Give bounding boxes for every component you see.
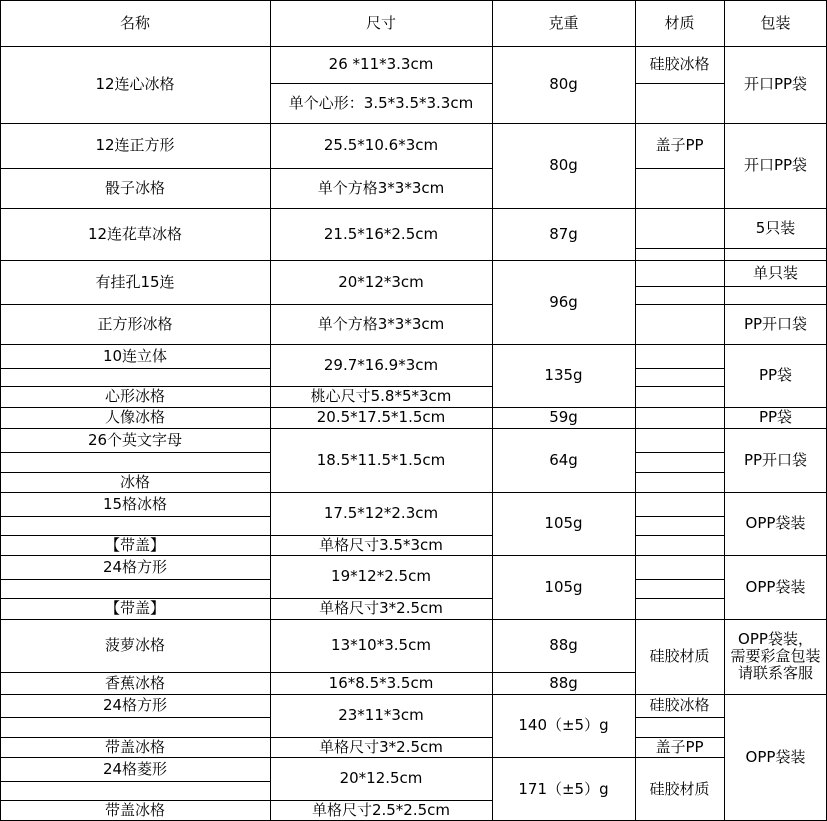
grid15-size-overall: 17.5*12*2.3cm bbox=[323, 504, 439, 522]
flower-weight: 87g bbox=[549, 224, 578, 243]
grid-line-h bbox=[635, 598, 725, 599]
portrait-weight: 59g bbox=[549, 408, 578, 426]
last-packaging: OPP袋装 bbox=[745, 748, 806, 766]
flower-size: 21.5*16*2.5cm bbox=[323, 224, 439, 243]
grid24a-size-unit: 单格尺寸3*2.5cm bbox=[319, 599, 443, 617]
grid24a-name-top: 24格方形 bbox=[102, 557, 168, 576]
header-name: 名称 bbox=[119, 13, 150, 32]
pineapple-size: 13*10*3.5cm bbox=[331, 636, 431, 654]
cube10-name-bottom: 心形冰格 bbox=[104, 387, 165, 405]
cube10-size-unit: 桃心尺寸5.8*5*3cm bbox=[310, 387, 452, 405]
hook15-packaging-top: 单只装 bbox=[752, 263, 798, 282]
hook15-weight: 96g bbox=[549, 292, 578, 311]
grid-line-h bbox=[635, 83, 725, 84]
grid-line-h bbox=[635, 472, 725, 473]
grid24b-size-overall: 23*11*3cm bbox=[338, 706, 424, 724]
letters-name-bottom: 冰格 bbox=[119, 472, 150, 491]
diamond24-name-bottom: 带盖冰格 bbox=[104, 801, 165, 819]
grid15-weight: 105g bbox=[544, 514, 583, 532]
grid24b-material-bottom: 盖子PP bbox=[655, 737, 704, 756]
grid-line-h bbox=[635, 286, 725, 287]
grid24a-packaging: OPP袋装 bbox=[745, 577, 806, 596]
square12-name-top: 12连正方形 bbox=[95, 136, 175, 154]
grid15-packaging: OPP袋装 bbox=[745, 514, 806, 532]
banana-weight: 88g bbox=[549, 673, 578, 692]
square12-size-overall: 25.5*10.6*3cm bbox=[323, 136, 439, 154]
hook15-name-top: 有挂孔15连 bbox=[95, 272, 175, 291]
grid-line-h bbox=[635, 168, 725, 169]
diamond24-material: 硅胶材质 bbox=[649, 779, 710, 798]
cube10-weight: 135g bbox=[544, 366, 583, 384]
grid15-name-bottom: 【带盖】 bbox=[104, 535, 165, 554]
grid-line-h bbox=[635, 535, 725, 536]
letters-size: 18.5*11.5*1.5cm bbox=[316, 450, 446, 469]
cube10-size-overall: 29.7*16.9*3cm bbox=[323, 355, 439, 374]
portrait-name: 人像冰格 bbox=[104, 408, 165, 426]
grid-line-h bbox=[635, 452, 725, 453]
grid24b-material-top: 硅胶冰格 bbox=[649, 696, 710, 714]
fruit-packaging bbox=[724, 619, 827, 694]
heart-packaging: 开口PP袋 bbox=[743, 75, 808, 93]
fruit-packaging-line2: 需要彩盒包装 bbox=[730, 647, 821, 665]
fruit-packaging-line3: 请联系客服 bbox=[737, 664, 813, 682]
grid15-name-top: 15格冰格 bbox=[102, 494, 168, 513]
grid-line-h bbox=[635, 386, 725, 387]
grid-line-h bbox=[635, 304, 725, 305]
hook15-size-unit: 单个方格3*3*3cm bbox=[317, 314, 445, 333]
heart-size-unit: 单个心形：3.5*3.5*3.3cm bbox=[288, 93, 474, 112]
square12-material: 盖子PP bbox=[655, 136, 704, 154]
cube10-packaging: PP袋 bbox=[758, 366, 793, 384]
cube10-name-top: 10连立体 bbox=[102, 346, 168, 365]
grid-line-h bbox=[0, 516, 271, 517]
banana-size: 16*8.5*3.5cm bbox=[328, 673, 434, 692]
header-packaging: 包装 bbox=[760, 13, 791, 32]
grid24b-size-unit: 单格尺寸3*2.5cm bbox=[319, 737, 443, 756]
diamond24-name-top: 24格菱形 bbox=[102, 759, 168, 778]
square12-weight: 80g bbox=[549, 156, 578, 174]
grid-line-h bbox=[635, 368, 725, 369]
grid24a-weight: 105g bbox=[544, 577, 583, 596]
portrait-size: 20.5*17.5*1.5cm bbox=[316, 408, 446, 426]
grid24a-size-overall: 19*12*2.5cm bbox=[331, 567, 431, 585]
hook15-size-overall: 20*12*3cm bbox=[338, 272, 424, 291]
grid-line-h bbox=[724, 248, 827, 249]
grid24b-weight: 140（±5）g bbox=[518, 716, 609, 734]
heart-weight: 80g bbox=[549, 75, 578, 93]
grid-line-h bbox=[0, 579, 271, 580]
pineapple-weight: 88g bbox=[549, 636, 578, 654]
grid-line-h bbox=[0, 368, 271, 369]
flower-packaging: 5只装 bbox=[755, 218, 796, 237]
diamond24-size-unit: 单格尺寸2.5*2.5cm bbox=[311, 801, 451, 819]
header-size: 尺寸 bbox=[365, 13, 396, 32]
heart-size-overall: 26 *11*3.3cm bbox=[328, 55, 434, 73]
hook15-name-bottom: 正方形冰格 bbox=[97, 314, 173, 333]
fruit-material: 硅胶材质 bbox=[649, 647, 710, 665]
grid15-size-unit: 单格尺寸3.5*3cm bbox=[319, 535, 443, 554]
hook15-packaging-bottom: PP开口袋 bbox=[743, 314, 808, 333]
grid-line-h bbox=[0, 781, 271, 782]
heart-name: 12连心冰格 bbox=[95, 75, 175, 93]
flower-name: 12连花草冰格 bbox=[87, 224, 183, 243]
square12-packaging: 开口PP袋 bbox=[743, 156, 808, 174]
heart-material: 硅胶冰格 bbox=[649, 55, 710, 73]
letters-weight: 64g bbox=[549, 450, 578, 469]
diamond24-size-overall: 20*12.5cm bbox=[339, 769, 423, 787]
grid-line-h bbox=[635, 248, 725, 249]
letters-name-top: 26个英文字母 bbox=[87, 430, 183, 449]
square12-name-bottom: 骰子冰格 bbox=[104, 178, 165, 197]
grid-line-h bbox=[635, 516, 725, 517]
grid-line-h bbox=[635, 579, 725, 580]
grid-line-h bbox=[724, 286, 827, 287]
grid-line-h bbox=[0, 717, 271, 718]
pineapple-name: 菠萝冰格 bbox=[104, 636, 165, 654]
grid-line-h bbox=[635, 717, 725, 718]
square12-size-unit: 单个方格3*3*3cm bbox=[317, 178, 445, 197]
header-material: 材质 bbox=[664, 13, 695, 32]
grid24a-name-bottom: 【带盖】 bbox=[104, 599, 165, 617]
fruit-packaging-line1: OPP袋装， bbox=[738, 630, 813, 648]
diamond24-weight: 171（±5）g bbox=[518, 779, 609, 798]
header-weight: 克重 bbox=[548, 13, 579, 32]
grid24b-name-top: 24格方形 bbox=[102, 696, 168, 714]
grid-line-h bbox=[0, 452, 271, 453]
banana-name: 香蕉冰格 bbox=[104, 673, 165, 692]
portrait-packaging: PP袋 bbox=[758, 408, 793, 426]
grid24b-name-bottom: 带盖冰格 bbox=[104, 737, 165, 756]
letters-packaging: PP开口袋 bbox=[743, 450, 808, 469]
